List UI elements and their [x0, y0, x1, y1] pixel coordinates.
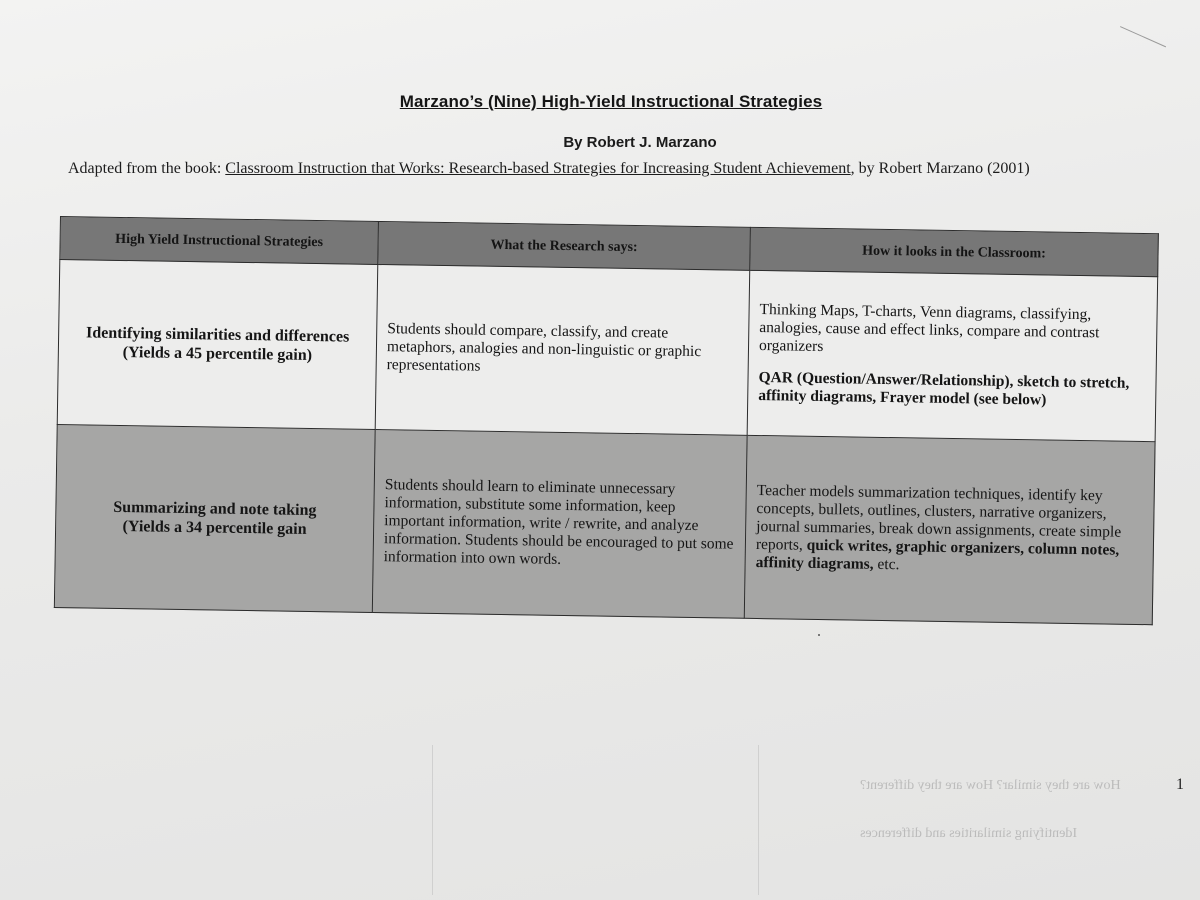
strategy-name: Summarizing and note taking — [113, 498, 317, 520]
classroom-cell — [744, 435, 1155, 624]
strategy-cell — [57, 260, 378, 430]
classroom-tail-text: etc. — [873, 555, 900, 574]
strategy-cell — [54, 424, 375, 612]
strategies-table — [54, 216, 1159, 625]
classroom-text: Thinking Maps, T-charts, Venn diagrams, classifying, analogies, cause and effect links, compare and contrast organizers — [758, 301, 1100, 356]
citation-suffix: , by Robert Marzano (2001) — [850, 160, 1030, 177]
research-cell: Students should learn to eliminate unnecessary information, substitute some information, keep important information, write / rewrite, and analyze information. Students should be encouraged to put some information into own words. — [372, 429, 747, 618]
classroom-bold-text: quick writes, graphic organizers, column notes, affinity diagrams, — [755, 536, 1120, 573]
bleed-through-rule — [758, 745, 759, 895]
title-block — [60, 92, 1140, 151]
header-strategies: High Yield Instructional Strategies — [60, 217, 379, 265]
bleed-through-text: Identifying similarities and differences — [860, 826, 1078, 841]
bleed-through-rule — [432, 745, 433, 895]
strategy-yield: (Yields a 34 percentile gain — [122, 518, 307, 538]
strategy-name: Identifying similarities and differences — [85, 324, 350, 346]
citation-prefix: Adapted from the book: — [68, 160, 226, 177]
book-title: Classroom Instruction that Works: Research-based Strategies for Increasing Student Achievement — [225, 160, 851, 177]
strategy-yield: (Yields a 45 percentile gain) — [122, 344, 313, 364]
document-author: By Robert J. Marzano — [563, 134, 717, 151]
bleed-through-text: How are they similar? How are they different? — [860, 778, 1121, 793]
page-number: 1 — [1176, 776, 1184, 793]
research-cell: Students should compare, classify, and create metaphors, analogies and non-linguistic or graphic representations — [375, 264, 750, 435]
classroom-cell — [747, 270, 1158, 441]
header-research: What the Research says: — [378, 222, 751, 271]
classroom-text: Teacher models summarization techniques, identify key concepts, bullets, outlines, clusters, narrative organizers, journal summaries, break down assignments, create simple reports, — [755, 481, 1122, 554]
header-classroom: How it looks in the Classroom: — [750, 227, 1159, 276]
speck — [818, 634, 820, 636]
pen-mark — [1120, 8, 1174, 48]
classroom-bold-text: QAR (Question/Answer/Relationship), sketch to stretch, affinity diagrams, Frayer model (see below) — [758, 368, 1130, 409]
source-citation — [68, 160, 1188, 178]
table-row — [57, 260, 1157, 442]
document-title: Marzano’s (Nine) High-Yield Instructional Strategies — [399, 92, 823, 111]
table-row — [54, 424, 1155, 624]
